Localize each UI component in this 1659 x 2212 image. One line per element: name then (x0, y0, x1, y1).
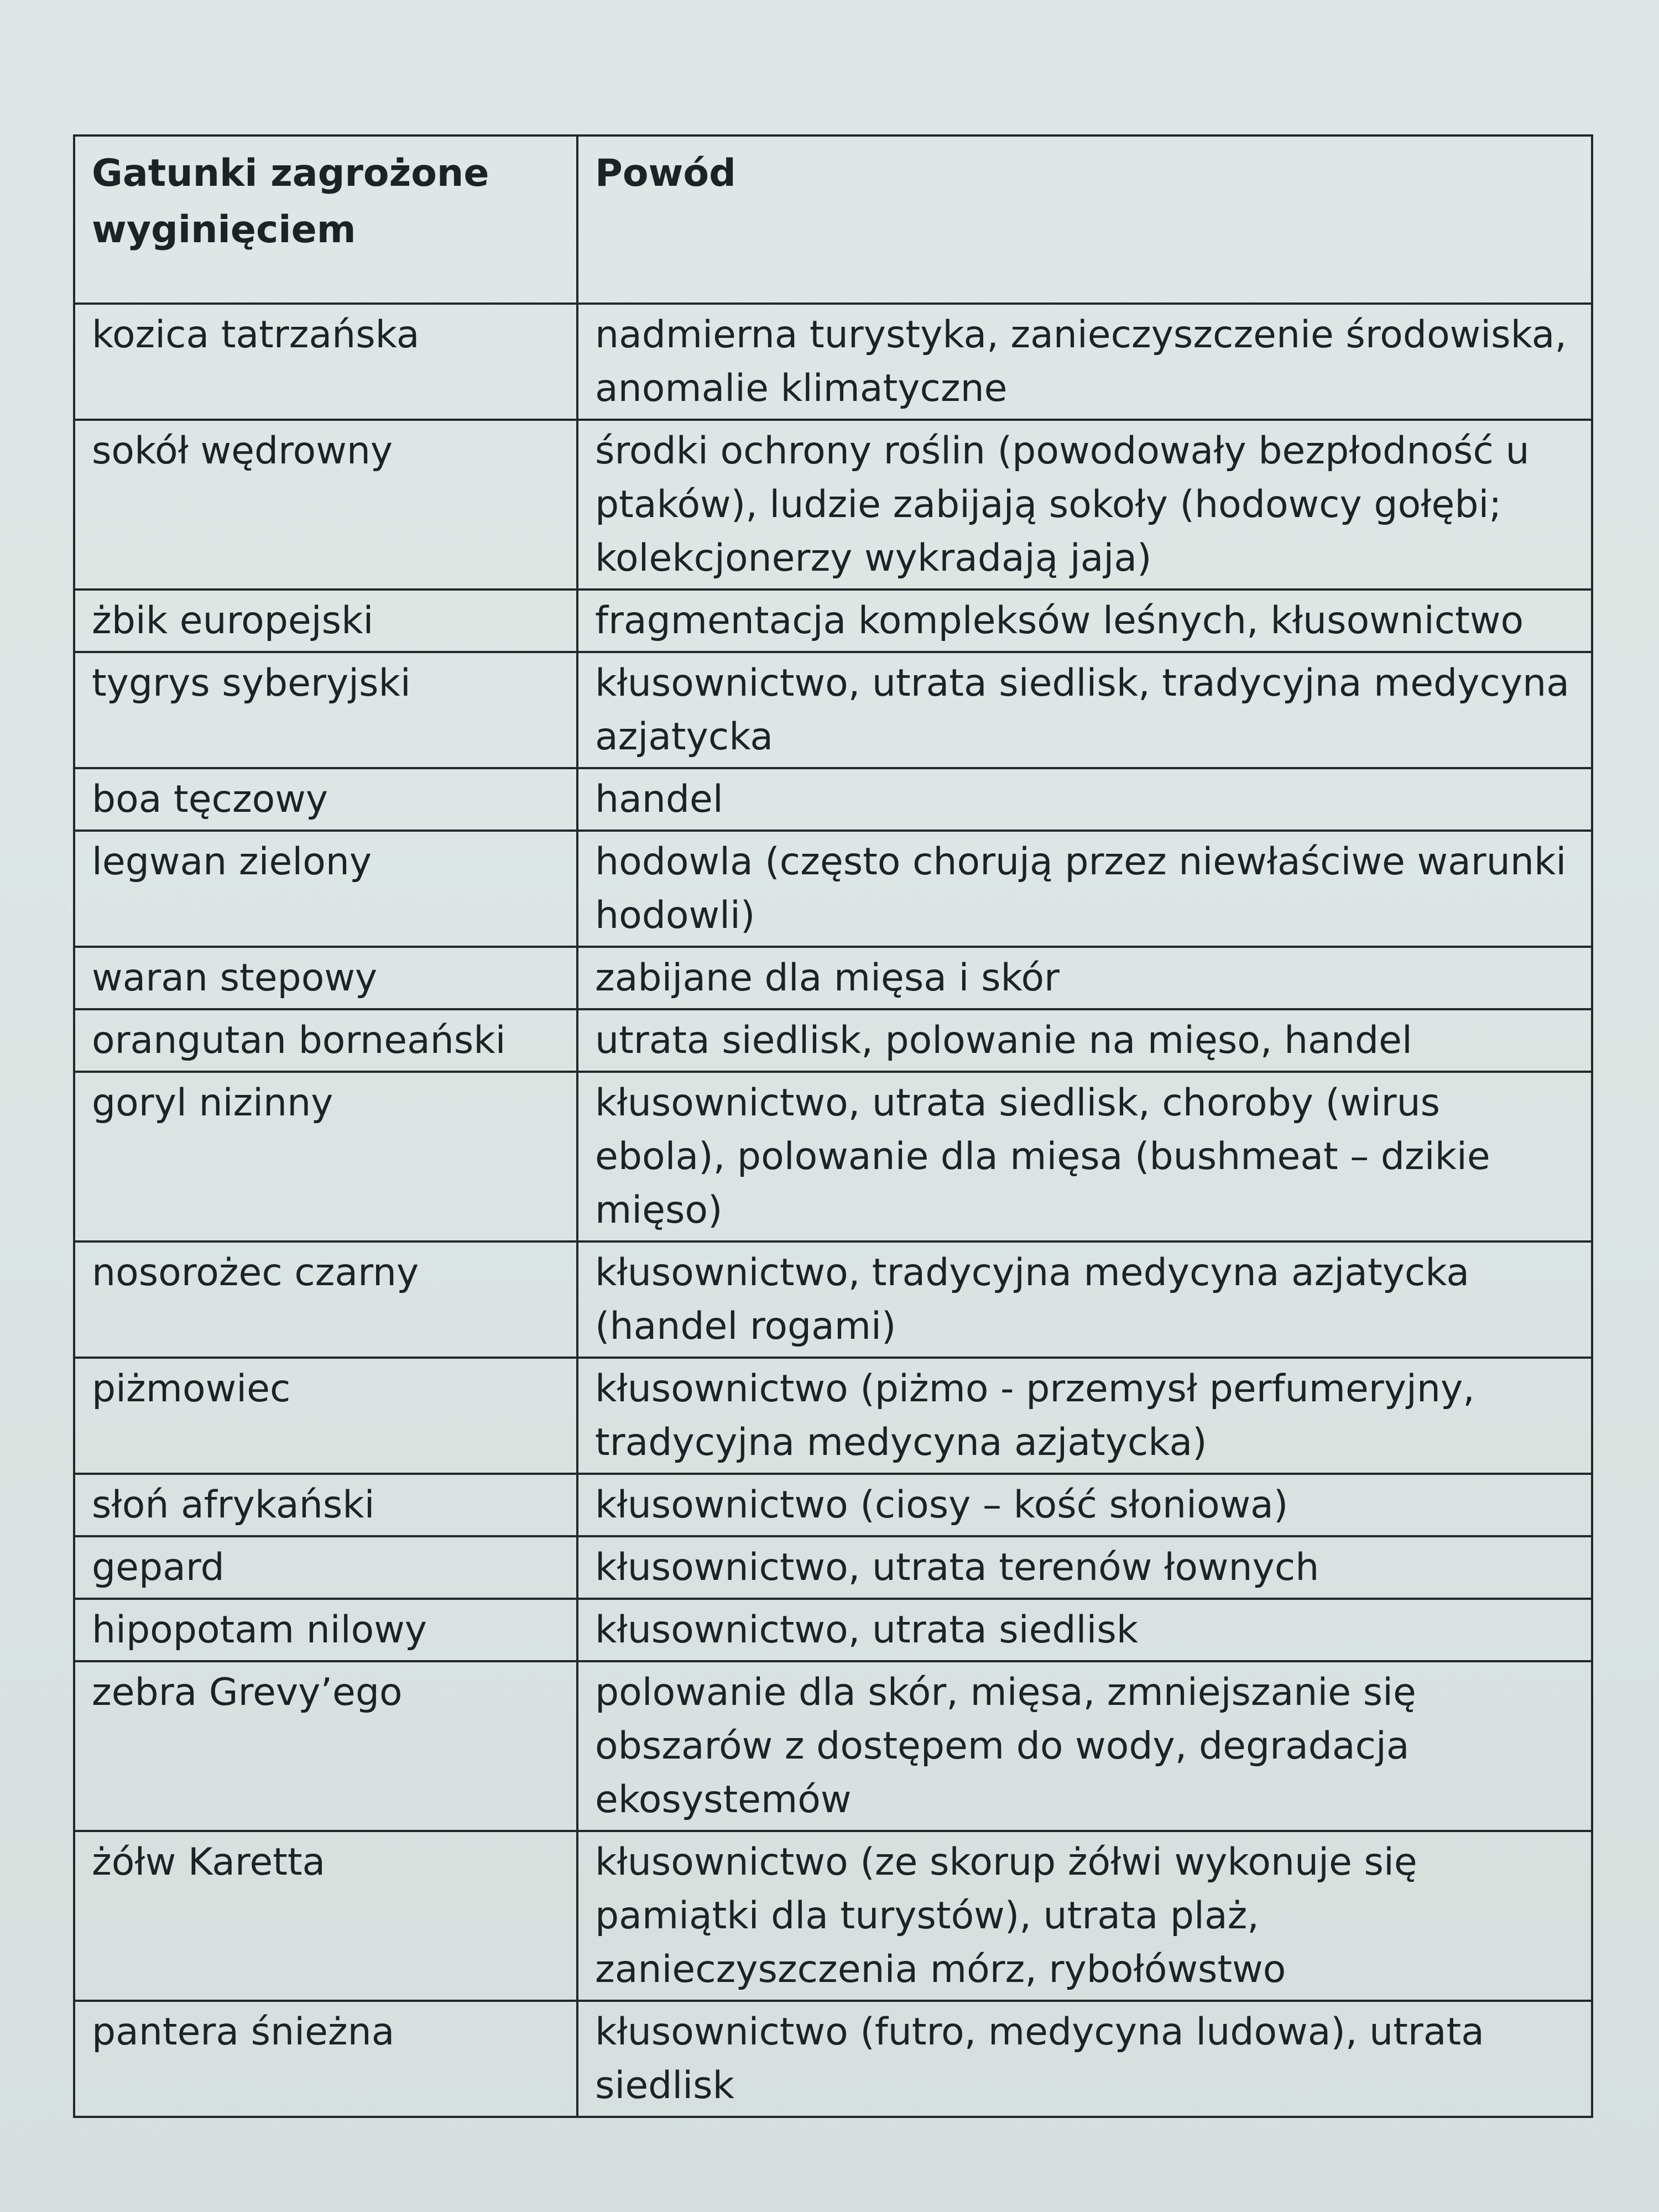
species-cell: legwan zielony (74, 831, 577, 947)
reason-cell: kłusownictwo (ciosy – kość słoniowa) (577, 1474, 1592, 1536)
species-cell: zebra Grevy’ego (74, 1661, 577, 1831)
species-cell: goryl nizinny (74, 1072, 577, 1241)
table-row (74, 304, 1592, 420)
table-row (74, 420, 1592, 589)
reason-cell: fragmentacja kompleksów leśnych, kłusownictwo (577, 589, 1592, 652)
table-row (74, 1599, 1592, 1661)
table-row (74, 1831, 1592, 2001)
table-row (74, 1009, 1592, 1072)
species-cell: hipopotam nilowy (74, 1599, 577, 1661)
reason-cell: kłusownictwo, utrata siedlisk, tradycyjna medycyna azjatycka (577, 652, 1592, 768)
species-cell: słoń afrykański (74, 1474, 577, 1536)
species-cell: nosorożec czarny (74, 1241, 577, 1358)
table-row (74, 1536, 1592, 1599)
reason-cell: hodowla (często chorują przez niewłaściwe warunki hodowli) (577, 831, 1592, 947)
table-row (74, 947, 1592, 1009)
species-cell: orangutan borneański (74, 1009, 577, 1072)
table-row (74, 2001, 1592, 2117)
species-cell: żółw Karetta (74, 1831, 577, 2001)
reason-cell: nadmierna turystyka, zanieczyszczenie środowiska, anomalie klimatyczne (577, 304, 1592, 420)
reason-cell: kłusownictwo (ze skorup żółwi wykonuje się pamiątki dla turystów), utrata plaż, zanieczyszczenia mórz, rybołówstwo (577, 1831, 1592, 2001)
species-cell: piżmowiec (74, 1358, 577, 1474)
table-row (74, 1661, 1592, 1831)
header-reason: Powód (577, 135, 1592, 304)
endangered-species-table (73, 134, 1593, 2118)
reason-cell: handel (577, 768, 1592, 831)
species-cell: boa tęczowy (74, 768, 577, 831)
table-row (74, 589, 1592, 652)
reason-cell: kłusownictwo (futro, medycyna ludowa), utrata siedlisk (577, 2001, 1592, 2117)
species-cell: żbik europejski (74, 589, 577, 652)
species-cell: kozica tatrzańska (74, 304, 577, 420)
species-cell: waran stepowy (74, 947, 577, 1009)
table-row (74, 831, 1592, 947)
header-species: Gatunki zagrożone wyginięciem (74, 135, 577, 304)
table-header-row (74, 135, 1592, 304)
reason-cell: kłusownictwo (piżmo - przemysł perfumeryjny, tradycyjna medycyna azjatycka) (577, 1358, 1592, 1474)
reason-cell: kłusownictwo, utrata terenów łownych (577, 1536, 1592, 1599)
reason-cell: kłusownictwo, tradycyjna medycyna azjatycka (handel rogami) (577, 1241, 1592, 1358)
species-cell: sokół wędrowny (74, 420, 577, 589)
species-cell: pantera śnieżna (74, 2001, 577, 2117)
table-row (74, 1358, 1592, 1474)
reason-cell: zabijane dla mięsa i skór (577, 947, 1592, 1009)
reason-cell: polowanie dla skór, mięsa, zmniejszanie się obszarów z dostępem do wody, degradacja ekosystemów (577, 1661, 1592, 1831)
reason-cell: kłusownictwo, utrata siedlisk (577, 1599, 1592, 1661)
species-cell: tygrys syberyjski (74, 652, 577, 768)
table-body (74, 304, 1592, 2117)
table-row (74, 652, 1592, 768)
table-row (74, 1241, 1592, 1358)
table-row (74, 1474, 1592, 1536)
reason-cell: utrata siedlisk, polowanie na mięso, handel (577, 1009, 1592, 1072)
table-row (74, 1072, 1592, 1241)
table-row (74, 768, 1592, 831)
reason-cell: środki ochrony roślin (powodowały bezpłodność u ptaków), ludzie zabijają sokoły (hodowcy gołębi; kolekcjonerzy wykradają jaja) (577, 420, 1592, 589)
reason-cell: kłusownictwo, utrata siedlisk, choroby (wirus ebola), polowanie dla mięsa (bushmeat – dzikie mięso) (577, 1072, 1592, 1241)
species-cell: gepard (74, 1536, 577, 1599)
